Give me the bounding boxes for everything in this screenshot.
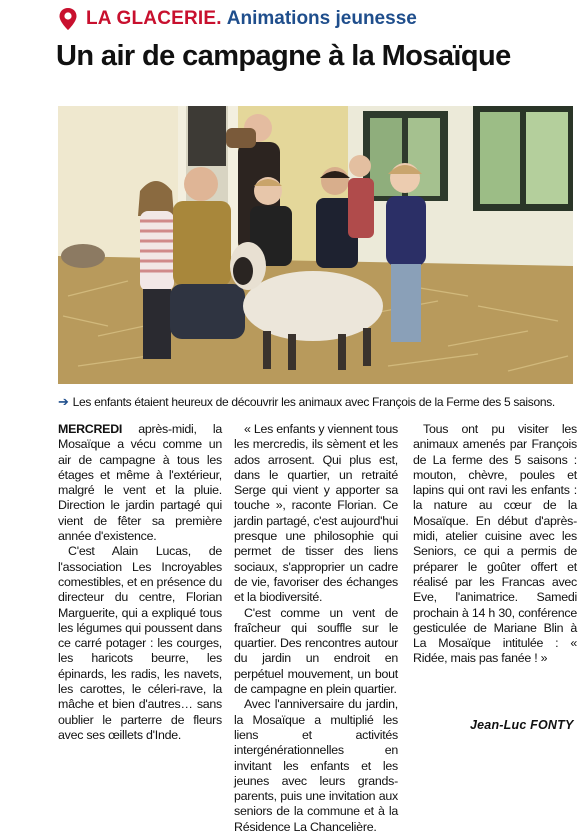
section-header <box>58 7 417 31</box>
article-lead: MERCREDI <box>58 422 123 436</box>
arrow-right-icon: ➔ <box>58 394 69 409</box>
article-title: Un air de campagne à la Mosaïque <box>56 40 511 72</box>
paragraph-text: après-midi, la Mosaïque a vécu comme un air de campagne à tous les étages et même à l'extérieur, malgré le vent et la pluie. Direction le jardin partagé qui vient de fêter sa première année d'existence. <box>58 422 222 544</box>
header-location: LA GLACERIE. <box>86 8 222 29</box>
article-photo <box>58 106 573 384</box>
photo-caption <box>58 394 573 410</box>
article-paragraph: C'est Alain Lucas, de l'association Les Incroyables comestibles, et en présence du directeur du centre, Florian Marguerite, qui a expliqué tous les légumes qui poussent dans ce carré potager : les courges, les haricots beurre, les épinards, les radis, les navets, les carottes, le céleri-rave, la mâche et bien d'autres… sans oublier le parterre de fleurs avec ses œillets d'Inde. <box>58 544 223 742</box>
article-column-1 <box>58 422 222 743</box>
article-author: Jean-Luc FONTY <box>470 718 574 732</box>
article-paragraph: « Les enfants y viennent tous les mercredis, ils sèment et les ados arrosent. Qui plus est, dans le quartier, un retraité Serge qui vient y apporter sa touche », raconte Florian. Ce jardin partagé, c'est aujourd'hui presque une philosophie qui permet de tisser des liens sociaux, s'approprier un cadre de vie, favoriser des échanges et la biodiversité. <box>234 422 398 605</box>
article-paragraph: Avec l'anniversaire du jardin, la Mosaïque a multiplié les liens et activités intergénérationnelles en invitant les enfants et les jeunes avec leurs grands-parents, puis une invitation aux seniors de la commune et à la Résidence La Chancelière. <box>234 697 398 834</box>
article-column-3 <box>413 422 577 667</box>
header-section: Animations jeunesse <box>226 8 417 29</box>
article-column-2 <box>234 422 398 835</box>
caption-text: Les enfants étaient heureux de découvrir les animaux avec François de la Ferme des 5 saisons. <box>72 395 555 409</box>
article-paragraph: C'est comme un vent de fraîcheur qui souffle sur le quartier. Des rencontres autour du jardin un endroit en perpétuel mouvement, un bout de campagne en plein quartier. <box>234 605 398 697</box>
location-pin-icon <box>58 7 78 31</box>
article-paragraph <box>58 422 222 544</box>
article-paragraph: Tous ont pu visiter les animaux amenés par François de La ferme des 5 saisons : mouton, chèvre, poules et lapins qui ont ravi les enfants : la nature au cœur de la Mosaïque. En début d'après-midi, atelier cuisine avec les Seniors, ce qui a permis de préparer le goûter offert et réalisé par les Francas avec Eve, l'animatrice. Samedi prochain à 14 h 30, conférence gesticulée de Mariane Blin à La Mosaïque intitulée : « Ridée, mais pas fanée ! » <box>413 422 577 666</box>
